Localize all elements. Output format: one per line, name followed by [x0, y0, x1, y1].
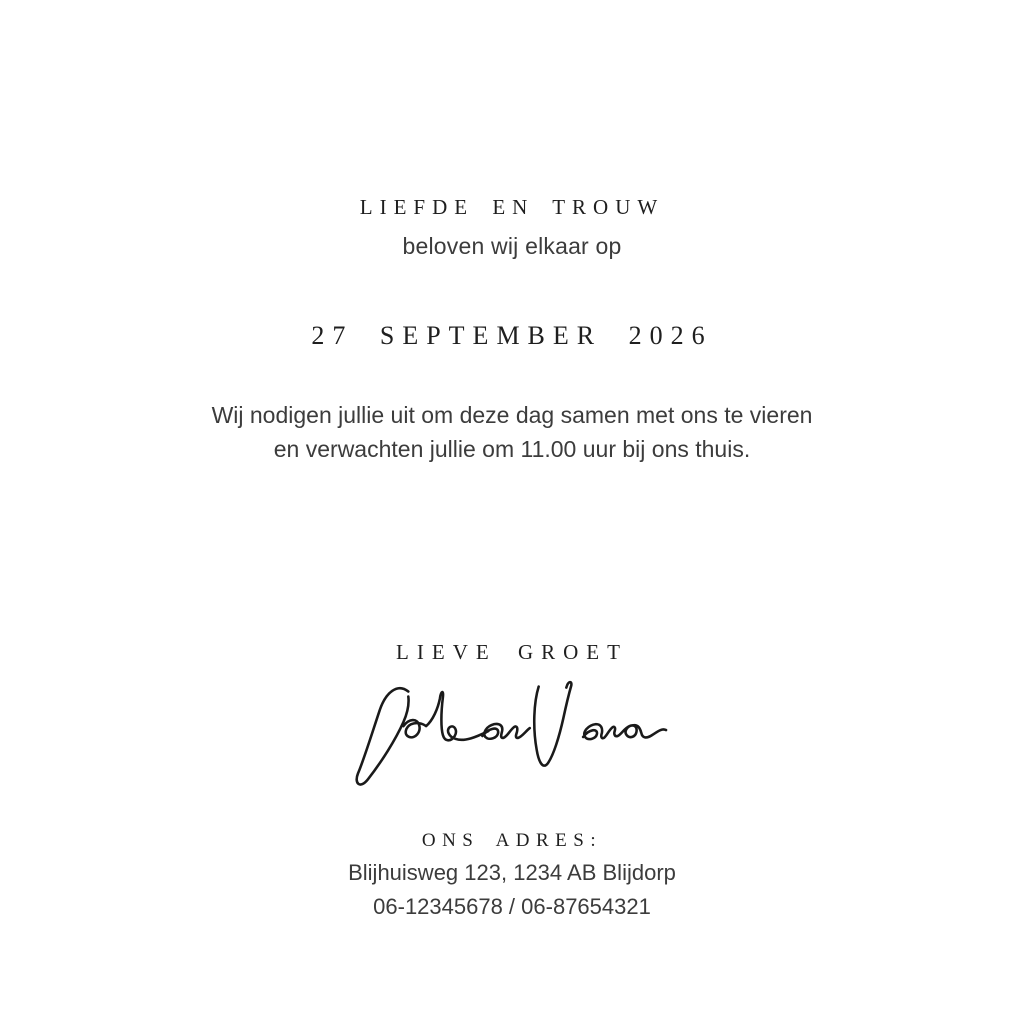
signature-script-drawing: [354, 680, 670, 790]
invitation-text-line1: Wij nodigen jullie uit om deze dag samen met ons te vieren: [211, 402, 813, 428]
card-heading: LIEFDE EN TROUW: [359, 195, 665, 219]
closing-greeting: LIEVE GROET: [396, 640, 628, 664]
signature-job-en-vera: [354, 680, 670, 790]
address-heading: ONS ADRES:: [421, 830, 603, 851]
wedding-date: 27 SEPTEMBER 2026: [311, 321, 713, 350]
address-street: Blijhuisweg 123, 1234 AB Blijdorp: [348, 860, 676, 885]
invitation-text-line2: en verwachten jullie om 11.00 uur bij ons thuis.: [273, 436, 751, 462]
card-subheading: beloven wij elkaar op: [402, 233, 622, 259]
phone-numbers: 06-12345678 / 06-87654321: [373, 894, 651, 919]
